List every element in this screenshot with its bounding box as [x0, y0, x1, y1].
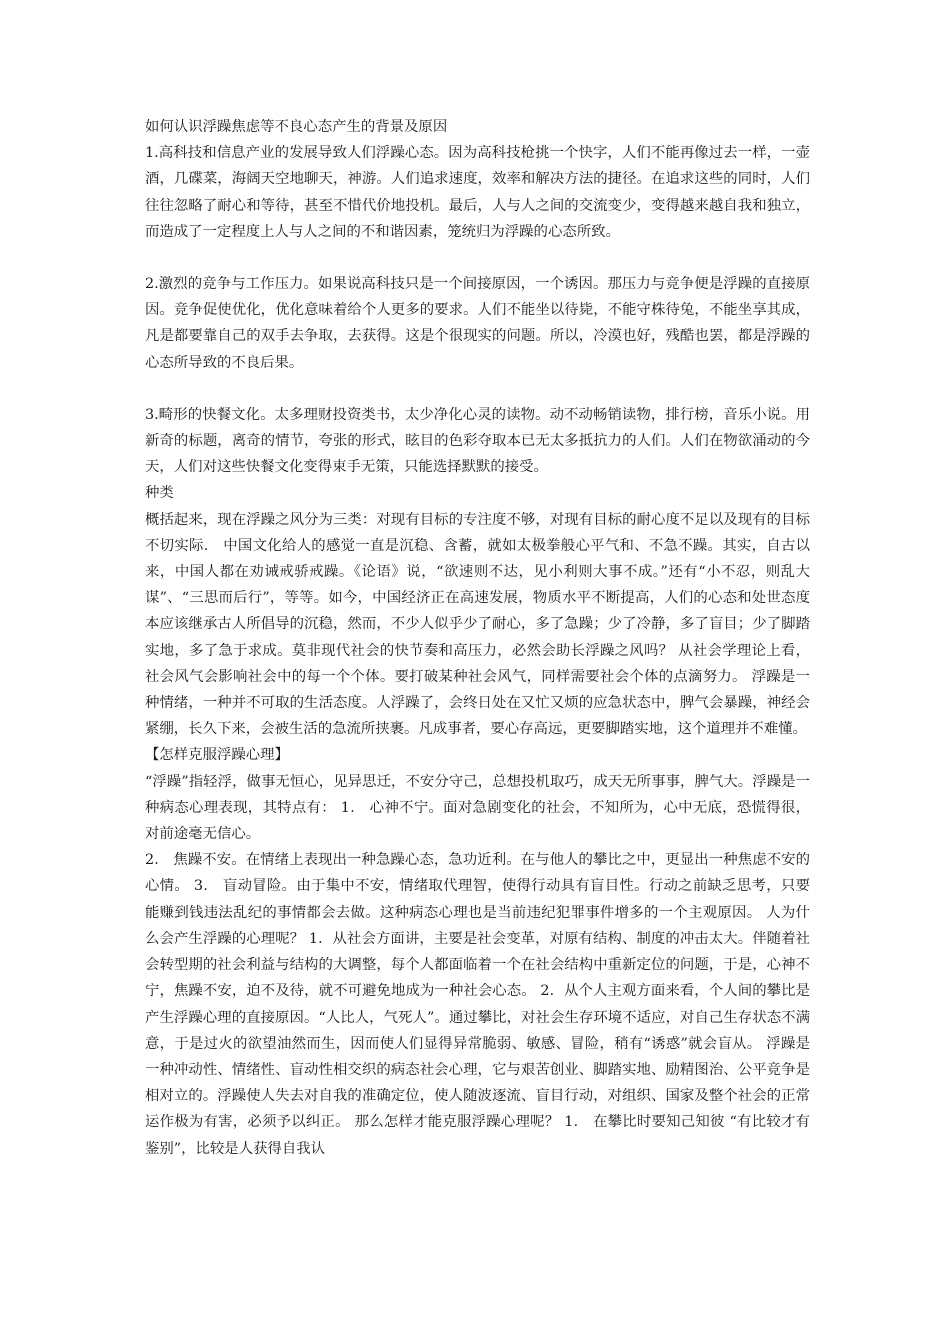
section-heading-types: 种类	[145, 485, 174, 502]
paragraph-types: 概括起来，现在浮躁之风分为三类：对现有目标的专注度不够，对现有目标的耐心度不足以及现有的目标不切实际． 中国文化给人的感觉一直是沉稳、含蓄，就如太极拳般心平气和、不急不躁。其实，自古以来，中国人都在劝诫戒骄戒躁。《论语》说，“欲速则不达，见小利则大事不成。”还有“小不忍，则乱大谋”、“三思而后行”，等等。如今，中国经济正在高速发展，物质水平不断提高，人们的心态和处世态度本应该继承古人所倡导的沉稳，然而，不少人似乎少了耐心，多了急躁；少了冷静，多了盲目；少了脚踏实地，多了急于求成。莫非现代社会的快节奏和高压力，必然会助长浮躁之风吗？ 从社会学理论上看，社会风气会影响社会中的每一个个体。要打破某种社会风气，同样需要社会个体的点滴努力。 浮躁是一种情绪，一种并不可取的生活态度。人浮躁了，会终日处在又忙又烦的应急状态中，脾气会暴躁，神经会紧绷，长久下来，会被生活的急流所挟裹。凡成事者，要心存高远，更要脚踏实地，这个道理并不难懂。	[145, 511, 810, 738]
paragraph-gap	[145, 245, 810, 271]
paragraph-definition: “浮躁”指轻浮，做事无恒心，见异思迁，不安分守己，总想投机取巧，成天无所事事，脾气大。浮躁是一种病态心理表现，其特点有： 1． 心神不宁。面对急剧变化的社会，不知所为，心中无底，恐慌得很，对前途毫无信心。	[145, 773, 810, 843]
document-page	[145, 114, 810, 1162]
section-heading-overcome: 【怎样克服浮躁心理】	[145, 747, 289, 764]
paragraph-overcome: 2． 焦躁不安。在情绪上表现出一种急躁心态，急功近利。在与他人的攀比之中，更显出一种焦虑不安的心情。 3． 盲动冒险。由于集中不安，情绪取代理智，使得行动具有盲目性。行动之前缺乏思考，只要能赚到钱违法乱纪的事情都会去做。这种病态心理也是当前违纪犯罪事件增多的一个主观原因。 人为什么会产生浮躁的心理呢？ 1．从社会方面讲，主要是社会变革，对原有结构、制度的冲击太大。伴随着社会转型期的社会利益与结构的大调整，每个人都面临着一个在社会结构中重新定位的问题，于是，心神不宁，焦躁不安，迫不及待，就不可避免地成为一种社会心态。 2．从个人主观方面来看，个人间的攀比是产生浮躁心理的直接原因。“人比人，气死人”。通过攀比，对社会生存环境不适应，对自己生存状态不满意，于是过火的欲望油然而生，因而使人们显得异常脆弱、敏感、冒险，稍有“诱惑”就会盲从。 浮躁是一种冲动性、情绪性、盲动性相交织的病态社会心理，它与艰苦创业、脚踏实地、励精图治、公平竞争是相对立的。浮躁使人失去对自我的准确定位，使人随波逐流、盲目行动，对组织、国家及整个社会的正常运作极为有害，必须予以纠正。 那么怎样才能克服浮躁心理呢？ 1． 在攀比时要知己知彼 “有比较才有鉴别”，比较是人获得自我认	[145, 852, 810, 1157]
paragraph-gap	[145, 376, 810, 402]
paragraph-cause-competition: 2.激烈的竞争与工作压力。如果说高科技只是一个间接原因，一个诱因。那压力与竞争便是浮躁的直接原因。竞争促使优化，优化意味着给个人更多的要求。人们不能坐以待毙，不能守株待兔，不能坐享其成，凡是都要靠自己的双手去争取，去获得。这是个很现实的问题。所以，冷漠也好，残酷也罢，都是浮躁的心态所导致的不良后果。	[145, 276, 810, 371]
paragraph-cause-fastfood-culture: 3.畸形的快餐文化。太多理财投资类书，太少净化心灵的读物。动不动畅销读物，排行榜，音乐小说。用新奇的标题，离奇的情节，夸张的形式，眩目的色彩夺取本已无太多抵抗力的人们。人们在物欲涌动的今天，人们对这些快餐文化变得束手无策，只能选择默默的接受。	[145, 406, 810, 476]
paragraph-cause-tech: 1.高科技和信息产业的发展导致人们浮躁心态。因为高科技枪挑一个快字，人们不能再像过去一样，一壶酒，几碟菜，海阔天空地聊天，神游。人们追求速度，效率和解决方法的捷径。在追求这些的同时，人们往往忽略了耐心和等待，甚至不惜代价地投机。最后，人与人之间的交流变少，变得越来越自我和独立，而造成了一定程度上人与人之间的不和谐因素，笼统归为浮躁的心态所致。	[145, 145, 810, 240]
document-title: 如何认识浮躁焦虑等不良心态产生的背景及原因	[145, 119, 448, 135]
